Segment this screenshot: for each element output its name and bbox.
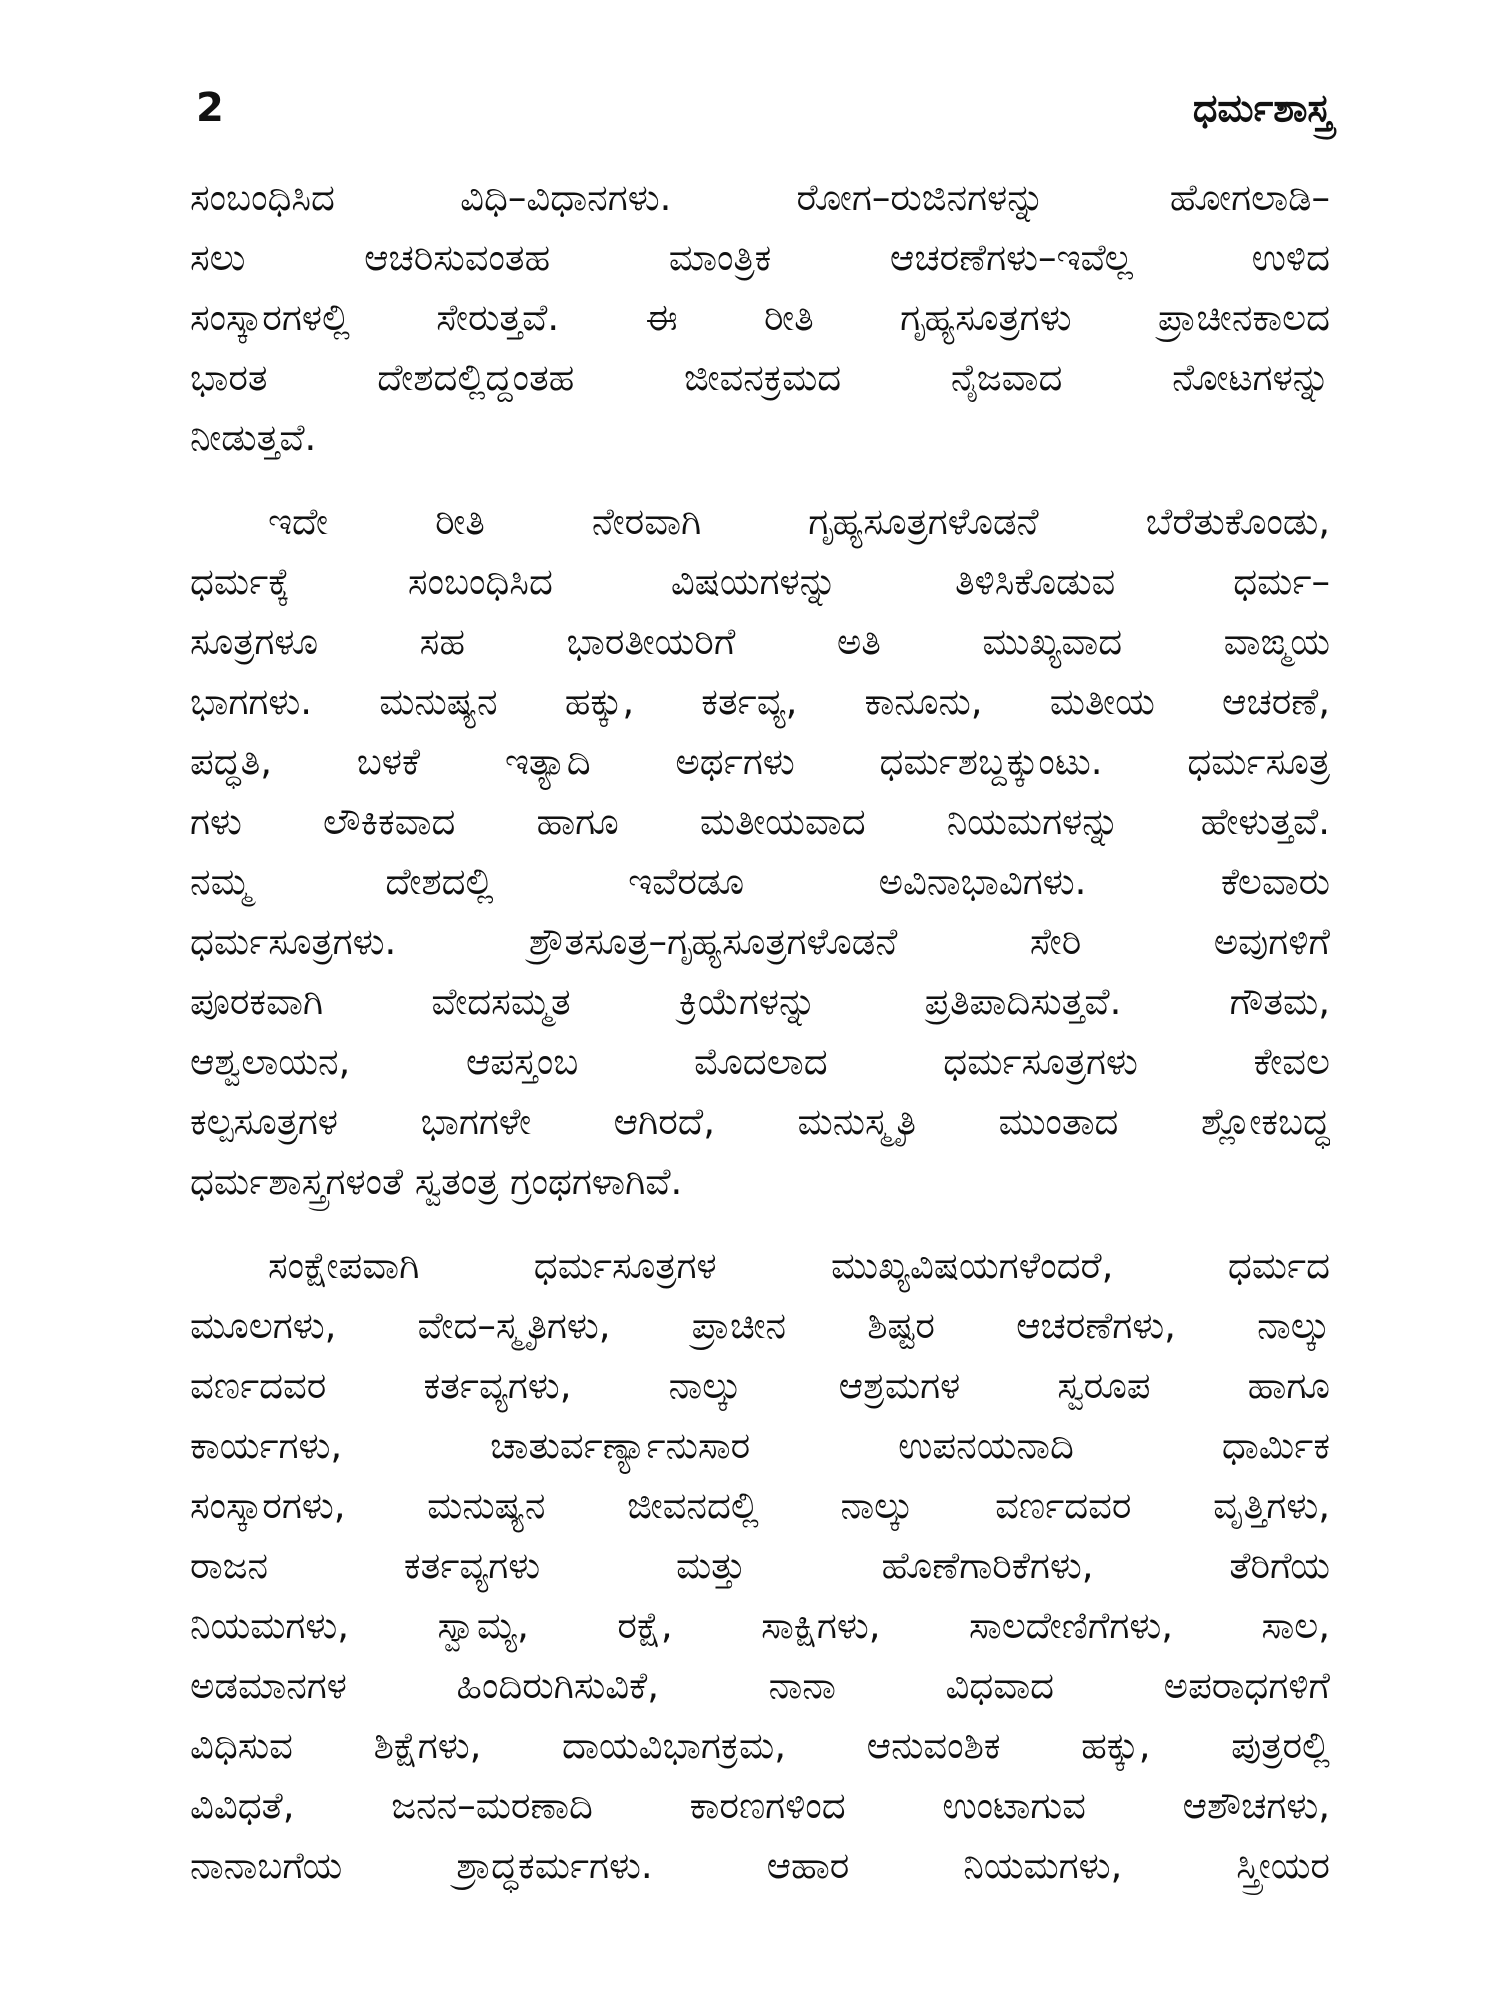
running-title: ಧರ್ಮಶಾಸ್ತ್ರ	[1192, 86, 1332, 130]
text-line: ಸಂಸ್ಕಾರಗಳು, ಮನುಷ್ಯನ ಜೀವನದಲ್ಲಿ ನಾಲ್ಕು ವರ್ಣದವರ ವೃತ್ತಿಗಳು,	[190, 1484, 1330, 1527]
paragraph-1	[190, 168, 1330, 468]
text-line: ಇದೇ ರೀತಿ ನೇರವಾಗಿ ಗೃಹ್ಯಸೂತ್ರಗಳೊಡನೆ ಬೆರೆತುಕೊಂಡು,	[268, 500, 1330, 543]
text-line: ಸಂಸ್ಕಾರಗಳಲ್ಲಿ ಸೇರುತ್ತವೆ. ಈ ರೀತಿ ಗೃಹ್ಯಸೂತ್ರಗಳು ಪ್ರಾಚೀನಕಾಲದ	[190, 296, 1330, 339]
text-line: ನಿಯಮಗಳು, ಸ್ವಾಮ್ಯ, ರಕ್ಷೆ, ಸಾಕ್ಷಿಗಳು, ಸಾಲದೇಣಿಗೆಗಳು, ಸಾಲ,	[190, 1604, 1330, 1647]
text-line: ಆಶ್ವಲಾಯನ, ಆಪಸ್ತಂಬ ಮೊದಲಾದ ಧರ್ಮಸೂತ್ರಗಳು ಕೇವಲ	[190, 1040, 1330, 1083]
text-line: ವಿವಿಧತೆ, ಜನನ–ಮರಣಾದಿ ಕಾರಣಗಳಿಂದ ಉಂಟಾಗುವ ಆಶೌಚಗಳು,	[190, 1784, 1330, 1827]
paragraph-2	[190, 492, 1330, 1212]
text-line: ನೀಡುತ್ತವೆ.	[190, 416, 317, 459]
text-line: ರಾಜನ ಕರ್ತವ್ಯಗಳು ಮತ್ತು ಹೊಣೆಗಾರಿಕೆಗಳು, ತೆರಿಗೆಯ	[190, 1544, 1330, 1587]
body-text	[190, 168, 1330, 1896]
text-line: ಧರ್ಮಶಾಸ್ತ್ರಗಳಂತೆ ಸ್ವತಂತ್ರ ಗ್ರಂಥಗಳಾಗಿವೆ.	[190, 1160, 683, 1203]
text-line: ಮೂಲಗಳು, ವೇದ–ಸ್ಮೃತಿಗಳು, ಪ್ರಾಚೀನ ಶಿಷ್ಟರ ಆಚರಣೆಗಳು, ನಾಲ್ಕು	[190, 1304, 1330, 1347]
text-line: ಗಳು ಲೌಕಿಕವಾದ ಹಾಗೂ ಮತೀಯವಾದ ನಿಯಮಗಳನ್ನು ಹೇಳುತ್ತವೆ.	[190, 800, 1330, 843]
text-line: ಸಂಬಂಧಿಸಿದ ವಿಧಿ–ವಿಧಾನಗಳು. ರೋಗ–ರುಜಿನಗಳನ್ನು ಹೋಗಲಾಡಿ–	[190, 176, 1330, 219]
text-line: ಸೂತ್ರಗಳೂ ಸಹ ಭಾರತೀಯರಿಗೆ ಅತಿ ಮುಖ್ಯವಾದ ವಾಙ್ಮಯ	[190, 620, 1330, 663]
text-line: ಸಂಕ್ಷೇಪವಾಗಿ ಧರ್ಮಸೂತ್ರಗಳ ಮುಖ್ಯವಿಷಯಗಳೆಂದರೆ, ಧರ್ಮದ	[268, 1244, 1330, 1287]
text-line: ಧರ್ಮಕ್ಕೆ ಸಂಬಂಧಿಸಿದ ವಿಷಯಗಳನ್ನು ತಿಳಿಸಿಕೊಡುವ ಧರ್ಮ–	[190, 560, 1330, 603]
text-line: ವಿಧಿಸುವ ಶಿಕ್ಷೆಗಳು, ದಾಯವಿಭಾಗಕ್ರಮ, ಆನುವಂಶಿಕ ಹಕ್ಕು, ಪುತ್ರರಲ್ಲಿ	[190, 1724, 1330, 1767]
text-line: ಕಾರ್ಯಗಳು, ಚಾತುರ್ವರ್ಣ್ಯಾನುಸಾರ ಉಪನಯನಾದಿ ಧಾರ್ಮಿಕ	[190, 1424, 1330, 1467]
paragraph-3	[190, 1236, 1330, 1896]
text-line: ಭಾಗಗಳು. ಮನುಷ್ಯನ ಹಕ್ಕು, ಕರ್ತವ್ಯ, ಕಾನೂನು, ಮತೀಯ ಆಚರಣೆ,	[190, 680, 1330, 723]
page-number: 2	[196, 85, 224, 131]
text-line: ನಮ್ಮ ದೇಶದಲ್ಲಿ ಇವೆರಡೂ ಅವಿನಾಭಾವಿಗಳು. ಕೆಲವಾರು	[190, 860, 1330, 903]
text-line: ಕಲ್ಪಸೂತ್ರಗಳ ಭಾಗಗಳೇ ಆಗಿರದೆ, ಮನುಸ್ಮೃತಿ ಮುಂತಾದ ಶ್ಲೋಕಬದ್ಧ	[190, 1100, 1330, 1143]
text-line: ಭಾರತ ದೇಶದಲ್ಲಿದ್ದಂತಹ ಜೀವನಕ್ರಮದ ನೈಜವಾದ ನೋಟಗಳನ್ನು	[190, 356, 1330, 399]
text-line: ಅಡಮಾನಗಳ ಹಿಂದಿರುಗಿಸುವಿಕೆ, ನಾನಾ ವಿಧವಾದ ಅಪರಾಧಗಳಿಗೆ	[190, 1664, 1330, 1707]
text-line: ಧರ್ಮಸೂತ್ರಗಳು. ಶ್ರೌತಸೂತ್ರ–ಗೃಹ್ಯಸೂತ್ರಗಳೊಡನೆ ಸೇರಿ ಅವುಗಳಿಗೆ	[190, 920, 1330, 963]
text-line: ಪದ್ಧತಿ, ಬಳಕೆ ಇತ್ಯಾದಿ ಅರ್ಥಗಳು ಧರ್ಮಶಬ್ದಕ್ಕುಂಟು. ಧರ್ಮಸೂತ್ರ	[190, 740, 1330, 783]
text-line: ಪೂರಕವಾಗಿ ವೇದಸಮ್ಮತ ಕ್ರಿಯೆಗಳನ್ನು ಪ್ರತಿಪಾದಿಸುತ್ತವೆ. ಗೌತಮ,	[190, 980, 1330, 1023]
text-line: ಸಲು ಆಚರಿಸುವಂತಹ ಮಾಂತ್ರಿಕ ಆಚರಣೆಗಳು–ಇವೆಲ್ಲ ಉಳಿದ	[190, 236, 1330, 279]
text-line: ವರ್ಣದವರ ಕರ್ತವ್ಯಗಳು, ನಾಲ್ಕು ಆಶ್ರಮಗಳ ಸ್ವರೂಪ ಹಾಗೂ	[190, 1364, 1330, 1407]
page-header	[196, 78, 1332, 138]
text-line: ನಾನಾಬಗೆಯ ಶ್ರಾದ್ಧಕರ್ಮಗಳು. ಆಹಾರ ನಿಯಮಗಳು, ಸ್ತ್ರೀಯರ	[190, 1844, 1330, 1887]
